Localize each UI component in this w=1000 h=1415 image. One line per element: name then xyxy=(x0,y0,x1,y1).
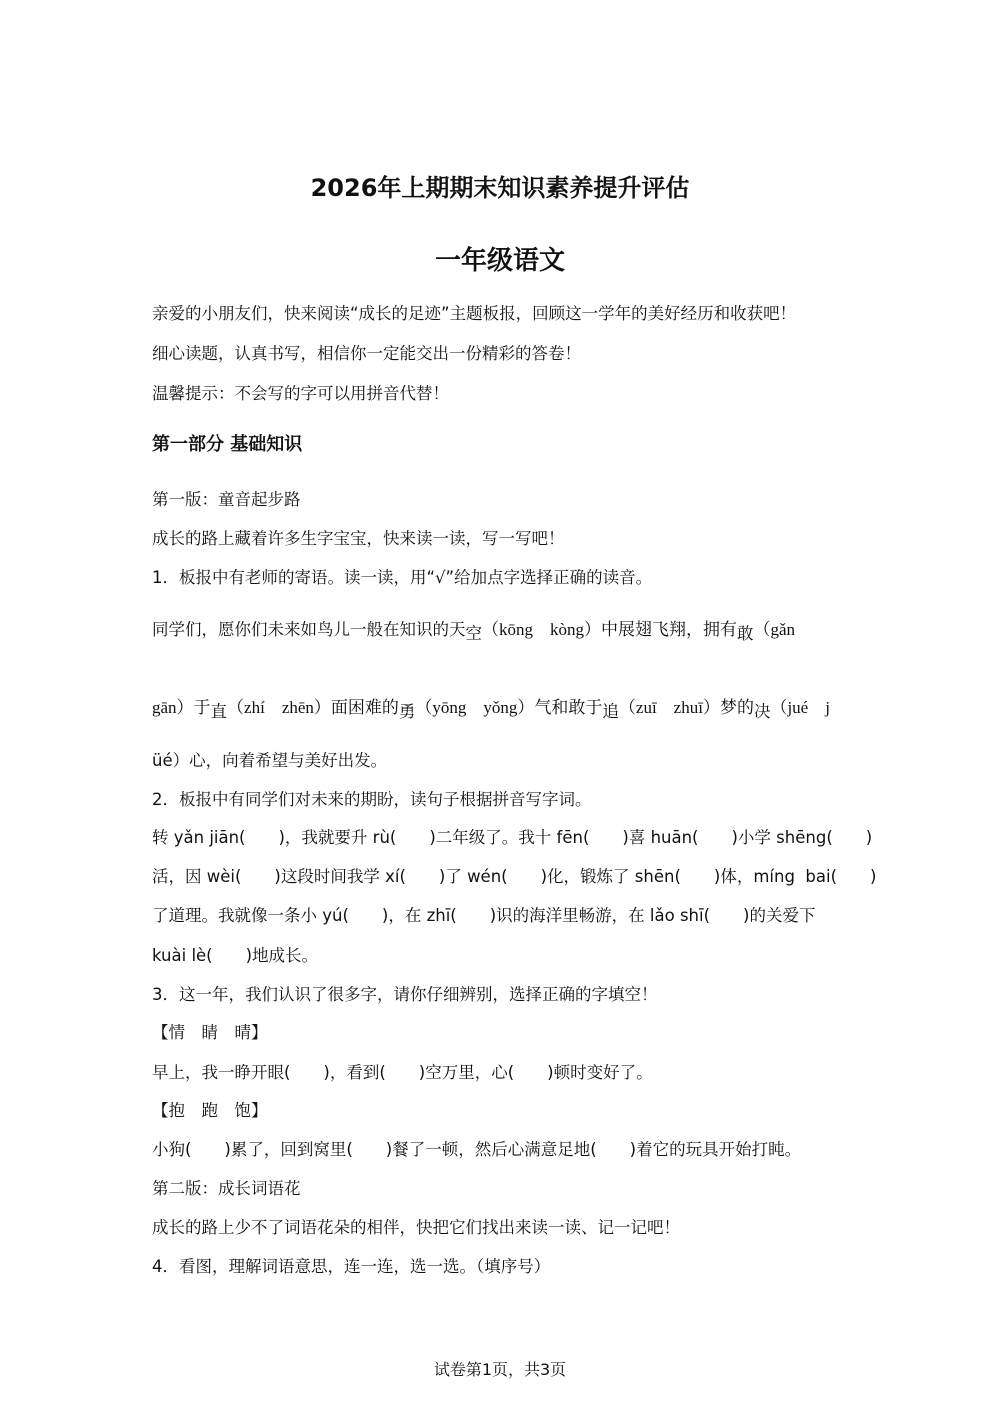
dotted-char: 决 xyxy=(753,702,771,721)
board-2-title: 第二版：成长词语花 xyxy=(152,1179,301,1198)
question-1-line-2: gān）于直（zhí zhēn）面困难的勇（yōng yǒng）气和敢于追（zuī zhuī）梦的决（jué j xyxy=(152,698,830,721)
question-2-line-2: 活，因 wèi( )这段时间我学 xí( )了 wén( )化，锻炼了 shēn( )体，míng bai( ) xyxy=(152,867,877,886)
board-1-title: 第一版：童音起步路 xyxy=(152,490,301,509)
exam-subtitle: 一年级语文 xyxy=(434,246,565,276)
board-1-intro: 成长的路上藏着许多生字宝宝，快来读一读，写一写吧！ xyxy=(152,529,565,548)
question-2-line-1: 转 yǎn jiān( )，我就要升 rù( )二年级了。我十 fēn( )喜 huān( )小学 shēng( ) xyxy=(152,828,873,847)
dotted-char: 空 xyxy=(465,624,482,643)
question-2-line-3: 了道理。我就像一条小 yú( )，在 zhī( )识的海洋里畅游，在 lǎo shī( )的关爱下 xyxy=(152,906,816,925)
section-title: 第一部分 基础知识 xyxy=(152,434,303,455)
dotted-char: 直 xyxy=(210,702,228,721)
question-1-line-1: 同学们，愿你们未来如鸟儿一般在知识的天空（kōng kòng）中展翅飞翔，拥有敢（gǎn xyxy=(152,620,796,643)
intro-line-3: 温馨提示：不会写的字可以用拼音代替！ xyxy=(152,384,449,403)
board-2-intro: 成长的路上少不了词语花朵的相伴，快把它们找出来读一读、记一记吧！ xyxy=(152,1218,680,1237)
question-3-prompt: 3．这一年，我们认识了很多字，请你仔细辨别，选择正确的字填空！ xyxy=(152,985,658,1004)
question-1-line-3: üé）心，向着希望与美好出发。 xyxy=(152,751,388,770)
question-3-group-2: 【抱 跑 饱】 xyxy=(152,1101,268,1120)
intro-line-1: 亲爱的小朋友们，快来阅读“成长的足迹”主题板报，回顾这一学年的美好经历和收获吧！ xyxy=(152,304,797,323)
question-2-line-4: kuài lè( )地成长。 xyxy=(152,946,319,965)
exam-title: 2026年上期期末知识素养提升评估 xyxy=(310,174,690,202)
question-3-group-1: 【情 睛 晴】 xyxy=(152,1023,268,1042)
dotted-char: 敢 xyxy=(737,624,754,643)
question-4-prompt: 4．看图，理解词语意思，连一连，选一选。（填序号） xyxy=(152,1257,551,1276)
intro-line-2: 细心读题，认真书写，相信你一定能交出一份精彩的答卷！ xyxy=(152,344,581,363)
dotted-char: 追 xyxy=(602,702,619,721)
dotted-char: 勇 xyxy=(398,702,416,721)
page-footer: 试卷第1页，共3页 xyxy=(433,1360,567,1379)
question-3-sentence-2: 小狗( )累了，回到窝里( )餐了一顿，然后心满意足地( )着它的玩具开始打盹。 xyxy=(152,1140,802,1159)
question-3-sentence-1: 早上，我一睁开眼( )，看到( )空万里，心( )顿时变好了。 xyxy=(152,1063,653,1082)
question-1-prompt: 1．板报中有老师的寄语。读一读，用“√”给加点字选择正确的读音。 xyxy=(152,568,653,587)
question-2-prompt: 2．板报中有同学们对未来的期盼，读句子根据拼音写字词。 xyxy=(152,790,592,809)
